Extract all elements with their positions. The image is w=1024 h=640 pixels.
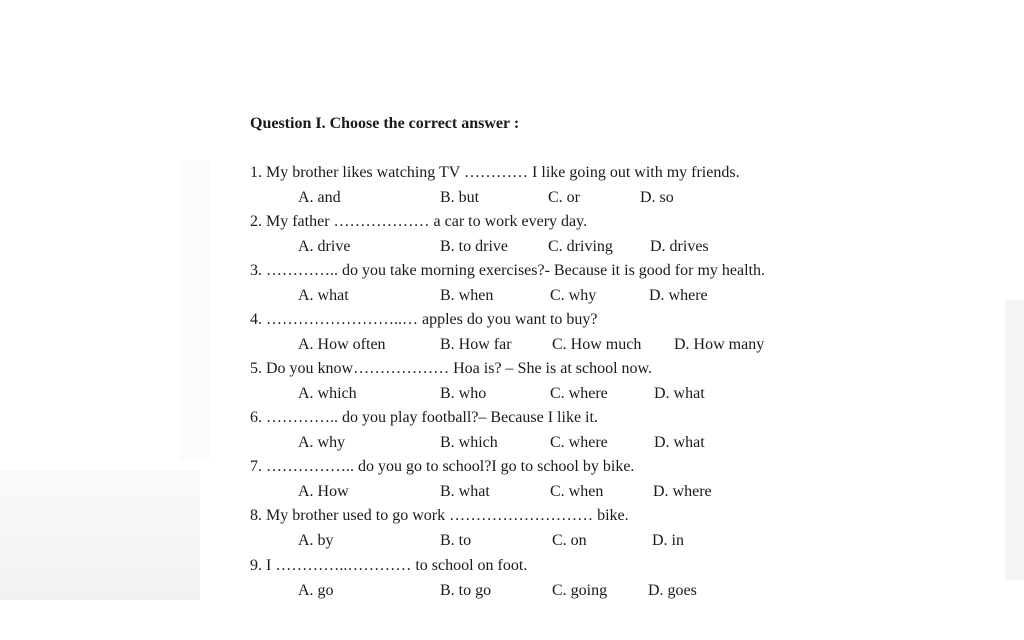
option-8c: C. on xyxy=(552,532,587,549)
option-5a: A. which xyxy=(298,385,357,402)
option-9b: B. to go xyxy=(440,582,492,599)
scan-artifact xyxy=(180,160,210,460)
option-2c: C. driving xyxy=(548,238,613,255)
question-7: 7. …………….. do you go to school?I go to school by bike. xyxy=(250,458,635,475)
page-title: Question I. Choose the correct answer : xyxy=(250,115,520,132)
option-7a: A. How xyxy=(298,483,349,500)
question-5: 5. Do you know……………… Hoa is? – She is at school now. xyxy=(250,360,653,377)
option-6b: B. which xyxy=(440,434,498,451)
option-4a: A. How often xyxy=(298,336,386,353)
question-6: 6. ………….. do you play football?– Because I like it. xyxy=(250,409,598,426)
option-3b: B. when xyxy=(440,287,494,304)
option-4d: D. How many xyxy=(674,336,765,353)
option-6a: A. why xyxy=(298,434,346,451)
option-2d: D. drives xyxy=(650,238,709,255)
question-9: 9. I …………..………… to school on foot. xyxy=(250,557,528,574)
option-7d: D. where xyxy=(653,483,712,500)
scan-artifact xyxy=(1005,300,1024,580)
question-4: 4. ……………………..… apples do you want to buy? xyxy=(250,311,598,328)
option-4c: C. How much xyxy=(552,336,642,353)
option-9c: C. going xyxy=(552,582,608,599)
option-3a: A. what xyxy=(298,287,349,304)
question-8: 8. My brother used to go work ……………………… bike. xyxy=(250,507,629,524)
option-5b: B. who xyxy=(440,385,487,402)
option-9d: D. goes xyxy=(648,582,697,599)
option-5d: D. what xyxy=(654,385,705,402)
option-8a: A. by xyxy=(298,532,334,549)
question-3: 3. ………….. do you take morning exercises?- Because it is good for my health. xyxy=(250,262,765,279)
option-3c: C. why xyxy=(550,287,597,304)
option-4b: B. How far xyxy=(440,336,512,353)
option-5c: C. where xyxy=(550,385,608,402)
question-2: 2. My father ……………… a car to work every day. xyxy=(250,213,588,230)
option-6d: D. what xyxy=(654,434,705,451)
option-3d: D. where xyxy=(649,287,708,304)
scan-artifact xyxy=(0,470,200,600)
option-1a: A. and xyxy=(298,189,341,206)
option-1c: C. or xyxy=(548,189,580,206)
option-6c: C. where xyxy=(550,434,608,451)
option-7b: B. what xyxy=(440,483,490,500)
option-2a: A. drive xyxy=(298,238,351,255)
option-9a: A. go xyxy=(298,582,334,599)
option-8d: D. in xyxy=(652,532,684,549)
option-7c: C. when xyxy=(550,483,604,500)
option-8b: B. to xyxy=(440,532,472,549)
question-1: 1. My brother likes watching TV ………… I like going out with my friends. xyxy=(250,164,740,181)
option-1b: B. but xyxy=(440,189,480,206)
option-2b: B. to drive xyxy=(440,238,508,255)
option-1d: D. so xyxy=(640,189,674,206)
